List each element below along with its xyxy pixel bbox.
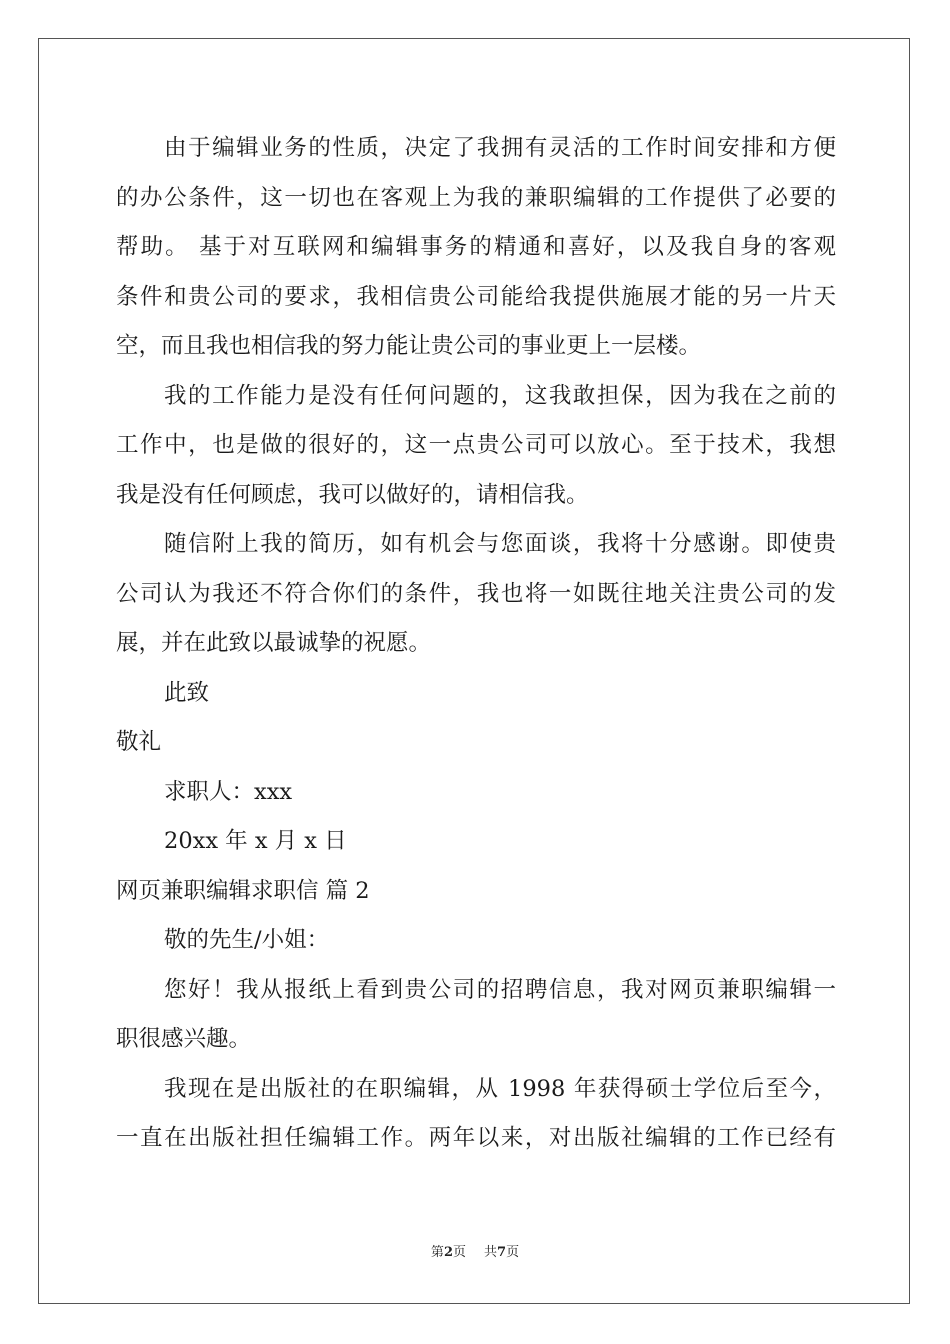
text-line: 您好！我从报纸上看到贵公司的招聘信息，我对网页兼职编辑一 <box>164 976 836 1003</box>
text-line: 我是没有任何顾虑，我可以做好的，请相信我。 <box>116 481 589 508</box>
text-line: 我的工作能力是没有任何问题的，这我敢担保，因为我在之前的 <box>164 382 836 409</box>
salutation: 敬的先生/小姐： <box>164 927 330 953</box>
page-current: 2 <box>443 1245 453 1260</box>
text-line: 帮助。 基于对互联网和编辑事务的精通和喜好，以及我自身的客观 <box>116 234 836 260</box>
document-body <box>116 124 836 1164</box>
paragraph-4 <box>116 966 836 1065</box>
text-line: 工作中，也是做的很好的，这一点贵公司可以放心。至于技术，我想 <box>116 432 836 458</box>
page-prefix: 第 <box>430 1245 444 1260</box>
text-line: 我现在是出版社的在职编辑，从 1998 年获得硕士学位后至今， <box>164 1075 836 1102</box>
closing-jingli: 敬礼 <box>116 729 162 755</box>
total-suffix: 页 <box>506 1245 520 1260</box>
page-mid: 页 <box>452 1245 466 1260</box>
total-prefix: 共 <box>484 1245 498 1260</box>
paragraph-5 <box>116 1065 836 1164</box>
text-line: 由于编辑业务的性质，决定了我拥有灵活的工作时间安排和方便 <box>164 135 836 161</box>
text-line: 空，而且我也相信我的努力能让贵公司的事业更上一层楼。 <box>116 333 702 359</box>
text-line: 职很感兴趣。 <box>116 1026 252 1052</box>
paragraph-3 <box>116 520 836 669</box>
letter-date: 20xx 年 x 月 x 日 <box>164 828 347 854</box>
text-line: 公司认为我还不符合你们的条件，我也将一如既往地关注贵公司的发 <box>116 580 836 607</box>
page-footer <box>0 1244 950 1262</box>
paragraph-1 <box>116 124 836 372</box>
text-line: 一直在出版社担任编辑工作。两年以来，对出版社编辑的工作已经有 <box>116 1125 836 1151</box>
text-line: 条件和贵公司的要求，我相信贵公司能给我提供施展才能的另一片天 <box>116 283 836 310</box>
applicant-signature: 求职人：xxx <box>164 778 293 805</box>
section-heading: 网页兼职编辑求职信 篇 2 <box>116 877 370 904</box>
text-line: 的办公条件，这一切也在客观上为我的兼职编辑的工作提供了必要的 <box>116 184 836 211</box>
page-total: 7 <box>497 1245 507 1260</box>
text-line: 随信附上我的简历，如有机会与您面谈，我将十分感谢。即使贵 <box>164 531 836 557</box>
paragraph-2 <box>116 372 836 521</box>
text-line: 展，并在此致以最诚挚的祝愿。 <box>116 630 432 656</box>
closing-cizhi: 此致 <box>164 679 210 706</box>
